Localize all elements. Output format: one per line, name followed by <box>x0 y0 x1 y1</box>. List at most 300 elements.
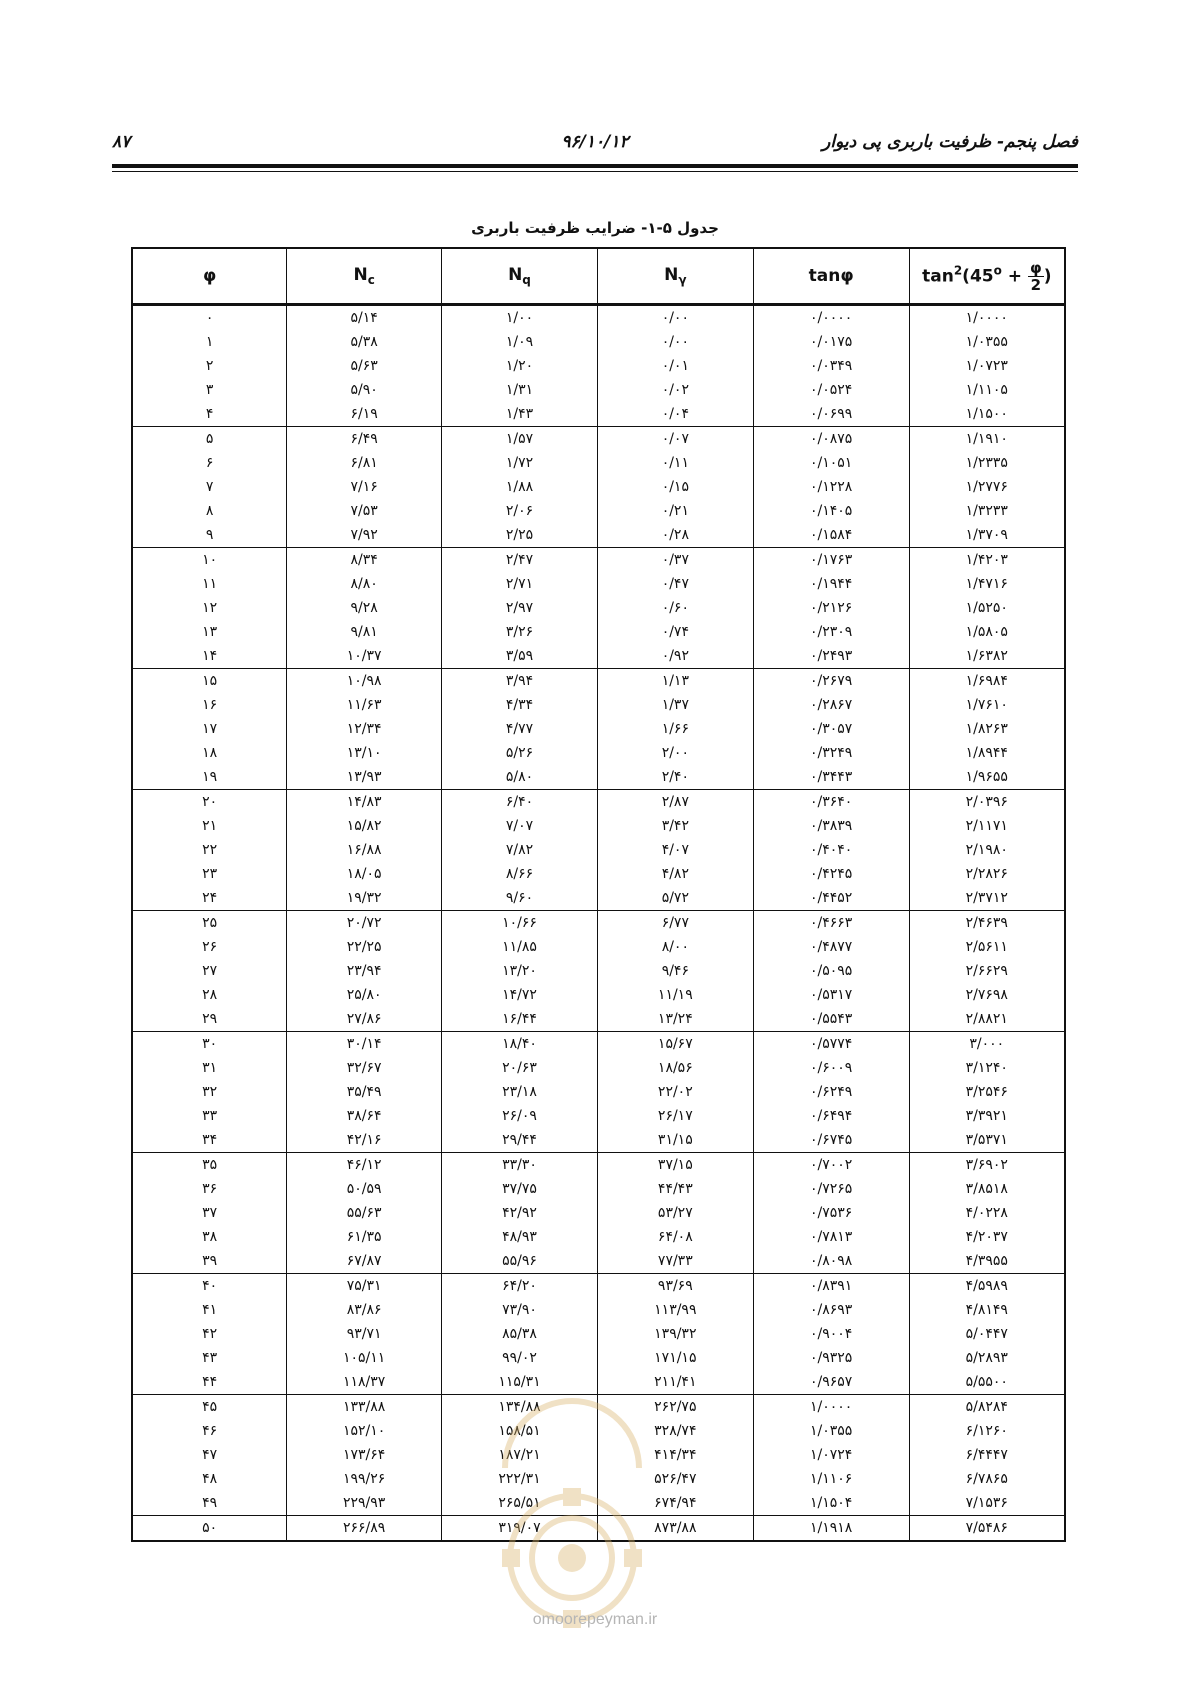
nc-cell: ۸۳/۸۶ <box>287 1298 442 1322</box>
tan2-cell: ۵/۰۴۴۷ <box>909 1322 1065 1346</box>
ngamma-cell: ۴۱۴/۳۴ <box>597 1443 753 1467</box>
running-header <box>112 128 1078 158</box>
phi-cell: ۲۱ <box>202 818 218 834</box>
tan2-cell: ۱/۲۷۷۶ <box>909 475 1065 499</box>
ngamma-cell: ۰/۹۲ <box>597 644 753 669</box>
tan2-cell: ۵/۲۸۹۳ <box>909 1346 1065 1370</box>
phi-cell: ۴۷ <box>202 1447 218 1463</box>
ngamma-cell: ۸۷۳/۸۸ <box>597 1516 753 1542</box>
phi-cell: ۲۶ <box>202 939 218 955</box>
nc-cell: ۵۰/۵۹ <box>287 1177 442 1201</box>
ngamma-cell: ۲۱۱/۴۱ <box>597 1370 753 1395</box>
ngamma-cell: ۰/۰۷ <box>597 427 753 452</box>
tanphi-cell: ۰/۶۴۹۴ <box>753 1104 909 1128</box>
nq-cell: ۳/۵۹ <box>442 644 598 669</box>
table-row <box>132 1274 1065 1299</box>
tanphi-cell: ۰/۴۴۵۲ <box>753 886 909 911</box>
nc-cell: ۱۰/۹۸ <box>287 669 442 694</box>
table-row <box>132 862 1065 886</box>
table-row <box>132 838 1065 862</box>
phi-cell: ۲۳ <box>202 866 218 882</box>
table-row <box>132 427 1065 452</box>
table-row <box>132 1201 1065 1225</box>
phi-cell: ۲ <box>205 358 214 374</box>
nq-cell: ۲/۲۵ <box>442 523 598 548</box>
ngamma-cell: ۷۷/۳۳ <box>597 1249 753 1274</box>
tan2-cell: ۱/۰۰۰۰ <box>909 305 1065 331</box>
ngamma-cell: ۲/۸۷ <box>597 790 753 815</box>
tanphi-cell: ۰/۱۹۴۴ <box>753 572 909 596</box>
tan2-cell: ۲/۳۷۱۲ <box>909 886 1065 911</box>
tan2-cell: ۶/۷۸۶۵ <box>909 1467 1065 1491</box>
nc-cell: ۱۵۲/۱۰ <box>287 1419 442 1443</box>
nc-cell: ۴۶/۱۲ <box>287 1153 442 1178</box>
nc-cell: ۲۲/۲۵ <box>287 935 442 959</box>
tanphi-cell: ۰/۲۳۰۹ <box>753 620 909 644</box>
table-row <box>132 1249 1065 1274</box>
phi-cell: ۱۴ <box>202 648 218 664</box>
nq-cell: ۳۷/۷۵ <box>442 1177 598 1201</box>
tanphi-cell: ۰/۱۲۲۸ <box>753 475 909 499</box>
phi-cell: ۲۰ <box>132 790 287 815</box>
nq-cell: ۲۶/۰۹ <box>442 1104 598 1128</box>
nq-cell: ۷/۸۲ <box>442 838 598 862</box>
nq-cell: ۷۳/۹۰ <box>442 1298 598 1322</box>
phi-cell: ۹ <box>205 527 214 543</box>
nq-cell: ۸/۶۶ <box>442 862 598 886</box>
tanphi-cell: ۰/۴۰۴۰ <box>753 838 909 862</box>
phi-cell: ۳ <box>205 382 214 398</box>
nq-cell: ۴۸/۹۳ <box>442 1225 598 1249</box>
tan2-cell: ۱/۳۷۰۹ <box>909 523 1065 548</box>
tanphi-cell: ۰/۰۱۷۵ <box>753 330 909 354</box>
nc-cell: ۲۶۶/۸۹ <box>287 1516 442 1542</box>
ngamma-cell: ۲/۰۰ <box>597 741 753 765</box>
phi-cell: ۴۶ <box>202 1423 218 1439</box>
nq-cell: ۱/۰۹ <box>442 330 598 354</box>
tanphi-cell: ۰/۹۶۵۷ <box>753 1370 909 1395</box>
nc-cell: ۱۳/۱۰ <box>287 741 442 765</box>
nc-cell: ۱۴/۸۳ <box>287 790 442 815</box>
tan2-cell: ۶/۱۲۶۰ <box>909 1419 1065 1443</box>
table-row <box>132 669 1065 694</box>
tanphi-cell: ۰/۵۳۱۷ <box>753 983 909 1007</box>
table-row <box>132 1153 1065 1178</box>
table-row <box>132 1322 1065 1346</box>
nq-cell: ۲۹/۴۴ <box>442 1128 598 1153</box>
tan2-cell: ۱/۱۵۰۰ <box>909 402 1065 427</box>
table-row <box>132 959 1065 983</box>
table-header-row <box>132 248 1065 305</box>
table-row <box>132 378 1065 402</box>
tan2-cell: ۱/۱۱۰۵ <box>909 378 1065 402</box>
tanphi-cell: ۱/۱۱۰۶ <box>753 1467 909 1491</box>
tanphi-cell: ۰/۴۶۶۳ <box>753 911 909 936</box>
nc-cell: ۲۷/۸۶ <box>287 1007 442 1032</box>
ngamma-cell: ۲/۴۰ <box>597 765 753 790</box>
nc-cell: ۱۱۸/۳۷ <box>287 1370 442 1395</box>
ngamma-cell: ۱۸/۵۶ <box>597 1056 753 1080</box>
ngamma-cell: ۴/۰۷ <box>597 838 753 862</box>
tanphi-cell: ۱/۱۹۱۸ <box>753 1516 909 1542</box>
table-row <box>132 1080 1065 1104</box>
table-row <box>132 644 1065 669</box>
phi-cell: ۳۲ <box>202 1084 218 1100</box>
tanphi-cell: ۱/۰۷۲۴ <box>753 1443 909 1467</box>
nq-cell: ۳۳/۳۰ <box>442 1153 598 1178</box>
table-row <box>132 814 1065 838</box>
ngamma-cell: ۵/۷۲ <box>597 886 753 911</box>
phi-cell: ۶ <box>205 455 214 471</box>
ngamma-cell: ۱۵/۶۷ <box>597 1032 753 1057</box>
tan2-cell: ۱/۰۷۲۳ <box>909 354 1065 378</box>
nq-cell: ۱۱۵/۳۱ <box>442 1370 598 1395</box>
header-date: ۹۶/۱۰/۱۲ <box>561 132 629 152</box>
tan2-cell: ۷/۵۴۸۶ <box>909 1516 1065 1542</box>
phi-cell: ۷ <box>205 479 214 495</box>
tan2-cell: ۲/۴۶۳۹ <box>909 911 1065 936</box>
phi-cell: ۱۹ <box>202 769 218 785</box>
table-row <box>132 1128 1065 1153</box>
tanphi-cell: ۰/۹۳۲۵ <box>753 1346 909 1370</box>
ngamma-cell: ۰/۴۷ <box>597 572 753 596</box>
ngamma-cell: ۱/۳۷ <box>597 693 753 717</box>
tan2-cell: ۴/۲۰۳۷ <box>909 1225 1065 1249</box>
table-row <box>132 330 1065 354</box>
tan2-cell: ۴/۵۹۸۹ <box>909 1274 1065 1299</box>
tanphi-cell: ۰/۵۰۹۵ <box>753 959 909 983</box>
tan2-cell: ۱/۳۲۳۳ <box>909 499 1065 523</box>
tan2-cell: ۱/۷۶۱۰ <box>909 693 1065 717</box>
tan2-cell: ۳/۶۹۰۲ <box>909 1153 1065 1178</box>
ngamma-cell: ۶/۷۷ <box>597 911 753 936</box>
tan2-cell: ۱/۴۲۰۳ <box>909 548 1065 573</box>
tanphi-cell: ۰/۸۰۹۸ <box>753 1249 909 1274</box>
phi-cell: ۱۵ <box>132 669 287 694</box>
phi-cell: ۱۲ <box>202 600 218 616</box>
tanphi-cell: ۰/۳۸۳۹ <box>753 814 909 838</box>
tan2-cell: ۱/۶۹۸۴ <box>909 669 1065 694</box>
nq-cell: ۵/۸۰ <box>442 765 598 790</box>
nc-cell: ۷/۵۳ <box>287 499 442 523</box>
col-header-nq: $N_q$ <box>442 248 598 305</box>
tan2-cell: ۲/۵۶۱۱ <box>909 935 1065 959</box>
phi-cell: ۳۵ <box>132 1153 287 1178</box>
ngamma-cell: ۰/۱۱ <box>597 451 753 475</box>
tan2-cell: ۲/۱۹۸۰ <box>909 838 1065 862</box>
tanphi-cell: ۰/۰۵۲۴ <box>753 378 909 402</box>
nq-cell: ۳/۲۶ <box>442 620 598 644</box>
ngamma-cell: ۱۱/۱۹ <box>597 983 753 1007</box>
phi-cell: ۱۰ <box>132 548 287 573</box>
phi-cell: ۴۹ <box>202 1495 218 1511</box>
ngamma-cell: ۲۶/۱۷ <box>597 1104 753 1128</box>
phi-cell: ۲۷ <box>202 963 218 979</box>
table-row <box>132 523 1065 548</box>
tanphi-cell: ۰/۲۸۶۷ <box>753 693 909 717</box>
nq-cell: ۵۵/۹۶ <box>442 1249 598 1274</box>
table-row <box>132 765 1065 790</box>
tanphi-cell: ۰/۰۸۷۵ <box>753 427 909 452</box>
table-row <box>132 1346 1065 1370</box>
tan2-cell: ۴/۰۲۲۸ <box>909 1201 1065 1225</box>
tan2-cell: ۱/۵۲۵۰ <box>909 596 1065 620</box>
ngamma-cell: ۸/۰۰ <box>597 935 753 959</box>
nc-cell: ۹/۲۸ <box>287 596 442 620</box>
tanphi-cell: ۰/۴۸۷۷ <box>753 935 909 959</box>
ngamma-cell: ۰/۶۰ <box>597 596 753 620</box>
nq-cell: ۱۸/۴۰ <box>442 1032 598 1057</box>
phi-cell: ۱۶ <box>202 697 218 713</box>
ngamma-cell: ۱۳۹/۳۲ <box>597 1322 753 1346</box>
tan2-cell: ۲/۶۶۲۹ <box>909 959 1065 983</box>
nc-cell: ۳۰/۱۴ <box>287 1032 442 1057</box>
phi-cell: ۳۰ <box>132 1032 287 1057</box>
phi-cell: ۲۲ <box>202 842 218 858</box>
ngamma-cell: ۳۱/۱۵ <box>597 1128 753 1153</box>
table-row <box>132 354 1065 378</box>
nc-cell: ۹/۸۱ <box>287 620 442 644</box>
table-row <box>132 1225 1065 1249</box>
tanphi-cell: ۰/۱۵۸۴ <box>753 523 909 548</box>
tan2-cell: ۵/۸۲۸۴ <box>909 1395 1065 1420</box>
tan2-cell: ۳/۰۰۰ <box>909 1032 1065 1057</box>
table-row <box>132 1298 1065 1322</box>
tanphi-cell: ۰/۳۶۴۰ <box>753 790 909 815</box>
nc-cell: ۲۳/۹۴ <box>287 959 442 983</box>
phi-cell: ۳۱ <box>202 1060 218 1076</box>
nc-cell: ۸/۳۴ <box>287 548 442 573</box>
phi-cell: ۱۳ <box>202 624 218 640</box>
tanphi-cell: ۰/۴۲۴۵ <box>753 862 909 886</box>
table-caption: جدول ۵-۱- ضرایب ظرفیت باربری <box>471 219 719 237</box>
nc-cell: ۸/۸۰ <box>287 572 442 596</box>
nc-cell: ۳۲/۶۷ <box>287 1056 442 1080</box>
tanphi-cell: ۰/۲۶۷۹ <box>753 669 909 694</box>
nc-cell: ۹۳/۷۱ <box>287 1322 442 1346</box>
tan2-cell: ۱/۱۹۱۰ <box>909 427 1065 452</box>
tan2-cell: ۴/۸۱۴۹ <box>909 1298 1065 1322</box>
nq-cell: ۱۵۸/۵۱ <box>442 1419 598 1443</box>
nc-cell: ۵۵/۶۳ <box>287 1201 442 1225</box>
nq-cell: ۱/۸۸ <box>442 475 598 499</box>
nc-cell: ۲۵/۸۰ <box>287 983 442 1007</box>
table-row <box>132 911 1065 936</box>
col-header-nc: $N_c$ <box>287 248 442 305</box>
phi-cell: ۱۸ <box>202 745 218 761</box>
phi-cell: ۳۶ <box>202 1181 218 1197</box>
phi-cell: ۴ <box>205 406 214 422</box>
table-row <box>132 790 1065 815</box>
ngamma-cell: ۱۱۳/۹۹ <box>597 1298 753 1322</box>
tanphi-cell: ۰/۶۷۴۵ <box>753 1128 909 1153</box>
nq-cell: ۲۲۲/۳۱ <box>442 1467 598 1491</box>
nc-cell: ۷/۹۲ <box>287 523 442 548</box>
nq-cell: ۱۴/۷۲ <box>442 983 598 1007</box>
table-row <box>132 741 1065 765</box>
tanphi-cell: ۰/۰۶۹۹ <box>753 402 909 427</box>
ngamma-cell: ۰/۱۵ <box>597 475 753 499</box>
table-row <box>132 572 1065 596</box>
tanphi-cell: ۰/۶۲۴۹ <box>753 1080 909 1104</box>
tan2-cell: ۵/۵۵۰۰ <box>909 1370 1065 1395</box>
tanphi-cell: ۰/۹۰۰۴ <box>753 1322 909 1346</box>
nq-cell: ۳/۹۴ <box>442 669 598 694</box>
tanphi-cell: ۰/۷۲۶۵ <box>753 1177 909 1201</box>
tanphi-cell: ۱/۰۳۵۵ <box>753 1419 909 1443</box>
table-row <box>132 596 1065 620</box>
website-watermark: omoorepeyman.ir <box>532 1611 658 1628</box>
nq-cell: ۲/۰۶ <box>442 499 598 523</box>
nq-cell: ۱۰/۶۶ <box>442 911 598 936</box>
phi-over-two-fraction: $\frac{\varphi}{2}$ <box>1029 258 1042 294</box>
table-row <box>132 1104 1065 1128</box>
tanphi-cell: ۰/۱۰۵۱ <box>753 451 909 475</box>
tanphi-cell: ۰/۳۲۴۹ <box>753 741 909 765</box>
phi-cell: ۲۵ <box>132 911 287 936</box>
tanphi-cell: ۰/۲۱۲۶ <box>753 596 909 620</box>
nc-cell: ۶/۸۱ <box>287 451 442 475</box>
ngamma-cell: ۵۲۶/۴۷ <box>597 1467 753 1491</box>
tanphi-cell: ۰/۱۷۶۳ <box>753 548 909 573</box>
ngamma-cell: ۳۷/۱۵ <box>597 1153 753 1178</box>
nc-cell: ۱۰/۳۷ <box>287 644 442 669</box>
tanphi-cell: ۰/۵۵۴۳ <box>753 1007 909 1032</box>
tan2-cell: ۳/۲۵۴۶ <box>909 1080 1065 1104</box>
nc-cell: ۴۲/۱۶ <box>287 1128 442 1153</box>
nq-cell: ۵/۲۶ <box>442 741 598 765</box>
col-header-tan2: $\tan^2(45^o$ + $\frac{\varphi}{2}$ ) <box>909 248 1065 305</box>
nq-cell: ۱۸۷/۲۱ <box>442 1443 598 1467</box>
tan2-cell: ۲/۸۸۲۱ <box>909 1007 1065 1032</box>
nq-cell: ۴/۷۷ <box>442 717 598 741</box>
col-header-phi: φ <box>132 248 287 305</box>
tanphi-cell: ۰/۱۴۰۵ <box>753 499 909 523</box>
tan2-cell: ۷/۱۵۳۶ <box>909 1491 1065 1516</box>
nc-cell: ۶/۴۹ <box>287 427 442 452</box>
header-rule-thin <box>112 171 1078 172</box>
tan2-cell: ۲/۰۳۹۶ <box>909 790 1065 815</box>
table-row <box>132 717 1065 741</box>
ngamma-cell: ۹۳/۶۹ <box>597 1274 753 1299</box>
nq-cell: ۱/۰۰ <box>442 305 598 331</box>
nq-cell: ۱/۴۳ <box>442 402 598 427</box>
phi-cell: ۱ <box>205 334 214 350</box>
tanphi-cell: ۰/۶۰۰۹ <box>753 1056 909 1080</box>
ngamma-cell: ۲۲/۰۲ <box>597 1080 753 1104</box>
tanphi-cell: ۰/۲۴۹۳ <box>753 644 909 669</box>
tanphi-cell: ۰/۰۳۴۹ <box>753 354 909 378</box>
phi-cell: ۳۸ <box>202 1229 218 1245</box>
ngamma-cell: ۰/۷۴ <box>597 620 753 644</box>
phi-cell: ۳۷ <box>202 1205 218 1221</box>
nq-cell: ۳۱۹/۰۷ <box>442 1516 598 1542</box>
ngamma-cell: ۰/۳۷ <box>597 548 753 573</box>
nq-cell: ۱۱/۸۵ <box>442 935 598 959</box>
tan2-cell: ۳/۳۹۲۱ <box>909 1104 1065 1128</box>
table-row <box>132 620 1065 644</box>
tan2-cell: ۱/۲۳۳۵ <box>909 451 1065 475</box>
nc-cell: ۶۷/۸۷ <box>287 1249 442 1274</box>
nq-cell: ۱/۳۱ <box>442 378 598 402</box>
nq-cell: ۱/۲۰ <box>442 354 598 378</box>
nq-cell: ۴۲/۹۲ <box>442 1201 598 1225</box>
nc-cell: ۱۸/۰۵ <box>287 862 442 886</box>
phi-cell: ۰ <box>205 310 214 326</box>
header-rule-thick <box>112 164 1078 168</box>
nq-cell: ۱/۷۲ <box>442 451 598 475</box>
ngamma-cell: ۴/۸۲ <box>597 862 753 886</box>
phi-cell: ۵۰ <box>132 1516 287 1542</box>
tan2-cell: ۱/۸۹۴۴ <box>909 741 1065 765</box>
col-header-ngamma: $N_\gamma$ <box>597 248 753 305</box>
nq-cell: ۲/۴۷ <box>442 548 598 573</box>
bearing-capacity-table <box>131 247 1066 1542</box>
table-row <box>132 1032 1065 1057</box>
nq-cell: ۶۴/۲۰ <box>442 1274 598 1299</box>
tan2-cell: ۳/۵۳۷۱ <box>909 1128 1065 1153</box>
nq-cell: ۲۰/۶۳ <box>442 1056 598 1080</box>
nc-cell: ۳۸/۶۴ <box>287 1104 442 1128</box>
nq-cell: ۱۳/۲۰ <box>442 959 598 983</box>
tanphi-cell: ۰/۰۰۰۰ <box>753 305 909 331</box>
phi-cell: ۳۳ <box>202 1108 218 1124</box>
nc-cell: ۵/۳۸ <box>287 330 442 354</box>
table-row <box>132 935 1065 959</box>
nq-cell: ۲/۷۱ <box>442 572 598 596</box>
ngamma-cell: ۰/۰۰ <box>597 330 753 354</box>
nq-cell: ۱۳۴/۸۸ <box>442 1395 598 1420</box>
phi-cell: ۴۲ <box>202 1326 218 1342</box>
phi-cell: ۳۴ <box>202 1132 218 1148</box>
tan2-cell: ۳/۱۲۴۰ <box>909 1056 1065 1080</box>
phi-cell: ۵ <box>132 427 287 452</box>
nc-cell: ۶۱/۳۵ <box>287 1225 442 1249</box>
phi-cell: ۳۹ <box>202 1253 218 1269</box>
phi-cell: ۴۳ <box>202 1350 218 1366</box>
nq-cell: ۲/۹۷ <box>442 596 598 620</box>
phi-cell: ۱۷ <box>202 721 218 737</box>
phi-cell: ۴۵ <box>132 1395 287 1420</box>
tanphi-cell: ۱/۱۵۰۴ <box>753 1491 909 1516</box>
table-row <box>132 451 1065 475</box>
nc-cell: ۲۰/۷۲ <box>287 911 442 936</box>
table-row <box>132 1056 1065 1080</box>
table-row <box>132 1370 1065 1395</box>
ngamma-cell: ۱۷۱/۱۵ <box>597 1346 753 1370</box>
nc-cell: ۱۲/۳۴ <box>287 717 442 741</box>
nq-cell: ۶/۴۰ <box>442 790 598 815</box>
ngamma-cell: ۳/۴۲ <box>597 814 753 838</box>
ngamma-cell: ۰/۲۸ <box>597 523 753 548</box>
tan2-cell: ۱/۵۸۰۵ <box>909 620 1065 644</box>
nc-cell: ۷/۱۶ <box>287 475 442 499</box>
table-row <box>132 1177 1065 1201</box>
phi-cell: ۴۰ <box>132 1274 287 1299</box>
nq-cell: ۱/۵۷ <box>442 427 598 452</box>
nq-cell: ۲۳/۱۸ <box>442 1080 598 1104</box>
nq-cell: ۲۶۵/۵۱ <box>442 1491 598 1516</box>
col-header-tanphi: tanφ <box>753 248 909 305</box>
tanphi-cell: ۱/۰۰۰۰ <box>753 1395 909 1420</box>
phi-cell: ۴۱ <box>202 1302 218 1318</box>
tan2-cell: ۱/۰۳۵۵ <box>909 330 1065 354</box>
phi-cell: ۸ <box>205 503 214 519</box>
tanphi-cell: ۰/۳۰۵۷ <box>753 717 909 741</box>
ngamma-cell: ۲۶۲/۷۵ <box>597 1395 753 1420</box>
ngamma-cell: ۰/۰۱ <box>597 354 753 378</box>
ngamma-cell: ۵۳/۲۷ <box>597 1201 753 1225</box>
